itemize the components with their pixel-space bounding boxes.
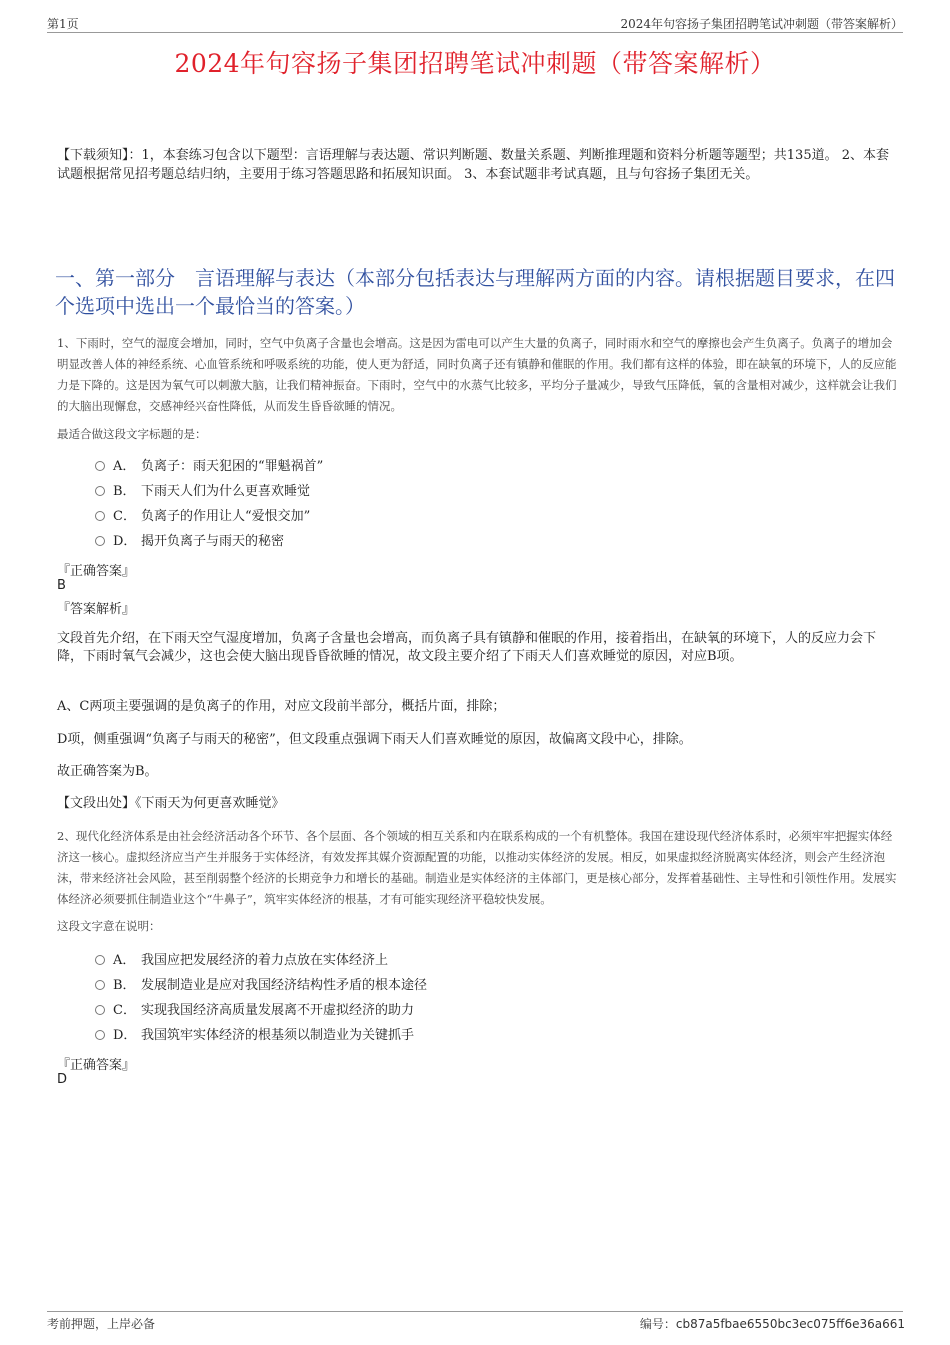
footer-slogan: 考前押题，上岸必备 bbox=[47, 1317, 156, 1331]
q1-source: 【文段出处】《下雨天为何更喜欢睡觉》 bbox=[57, 796, 285, 811]
q1-stem: 最适合做这段文字标题的是： bbox=[57, 427, 207, 441]
section-title: 一、第一部分 言语理解与表达（本部分包括表达与理解两方面的内容。请根据题目要求，在四个选项中选出一个最恰当的答案。） bbox=[55, 266, 895, 318]
q2-answer: D bbox=[57, 1072, 68, 1087]
q2-options bbox=[95, 948, 427, 1048]
q1-answer: B bbox=[57, 578, 66, 593]
radio-icon[interactable] bbox=[95, 980, 105, 990]
footer-code-value: cb87a5fbae6550bc3ec075ff6e36a661 bbox=[675, 1317, 905, 1331]
radio-icon[interactable] bbox=[95, 536, 105, 546]
footer-code-label: 编号： bbox=[639, 1317, 676, 1331]
q2-passage: 2、现代化经济体系是由社会经济活动各个环节、各个层面、各个领域的相互关系和内在联系构成的一个有机整体。我国在建设现代经济体系时，必须牢牢把握实体经济这一核心。虚拟经济应当产生并服务于实体经济，有效发挥其媒介资源配置的功能，以推动实体经济的发展。相反，如果虚拟经济脱离实体经济，则会产生经济泡沫，带来经济社会风险，甚至削弱整个经济的长期竞争力和增长的基础。制造业是实体经济的主体部门，更是核心部分，发挥着基础性、主导性和引领性作用。发展实体经济必须要抓住制造业这个“牛鼻子”，筑牢实体经济的根基，才有可能实现经济平稳较快发展。 bbox=[57, 829, 897, 906]
page-header bbox=[47, 12, 903, 33]
q1-option-c[interactable]: C． 负离子的作用让人“爱恨交加” bbox=[95, 504, 323, 529]
radio-icon[interactable] bbox=[95, 461, 105, 471]
q1-analysis-label: 『答案解析』 bbox=[57, 602, 136, 617]
footer-code bbox=[640, 1315, 905, 1332]
q1-analysis-p3: D项，侧重强调“负离子与雨天的秘密”，但文段重点强调下雨天人们喜欢睡觉的原因，故偏离文段中心，排除。 bbox=[57, 732, 692, 747]
q1-answer-label: 『正确答案』 bbox=[57, 564, 136, 579]
page-number: 第1页 bbox=[47, 17, 79, 31]
q2-stem: 这段文字意在说明： bbox=[57, 919, 161, 933]
radio-icon[interactable] bbox=[95, 1005, 105, 1015]
q1-options bbox=[95, 454, 323, 554]
q1-option-d[interactable]: D． 揭开负离子与雨天的秘密 bbox=[95, 529, 323, 554]
radio-icon[interactable] bbox=[95, 511, 105, 521]
download-notice: 【下载须知】：1，本套练习包含以下题型：言语理解与表达题、常识判断题、数量关系题、判断推理题和资料分析题等题型；共135道。 2、本套试题根据常见招考题总结归纳，主要用于练习答题思路和拓展知识面。 3、本套试题非考试真题，且与句容扬子集团无关。 bbox=[57, 148, 889, 182]
q2-option-b[interactable]: B． 发展制造业是应对我国经济结构性矛盾的根本途径 bbox=[95, 973, 427, 998]
header-doc-title: 2024年句容扬子集团招聘笔试冲刺题（带答案解析） bbox=[620, 17, 903, 31]
q1-analysis-p4: 故正确答案为B。 bbox=[57, 764, 158, 779]
q2-answer-label: 『正确答案』 bbox=[57, 1058, 136, 1073]
q2-option-c[interactable]: C． 实现我国经济高质量发展离不开虚拟经济的助力 bbox=[95, 998, 427, 1023]
q2-option-d[interactable]: D． 我国筑牢实体经济的根基须以制造业为关键抓手 bbox=[95, 1023, 427, 1048]
q2-option-a[interactable]: A． 我国应把发展经济的着力点放在实体经济上 bbox=[95, 948, 427, 973]
radio-icon[interactable] bbox=[95, 486, 105, 496]
q1-passage: 1、下雨时，空气的湿度会增加，同时，空气中负离子含量也会增高。这是因为雷电可以产生大量的负离子，同时雨水和空气的摩擦也会产生负离子。负离子的增加会明显改善人体的神经系统、心血管系统和呼吸系统的功能，使人更为舒适，同时负离子还有镇静和催眠的作用。我们都有这样的体验，即在缺氧的环境下，人的反应能力是下降的。这是因为氧气可以刺激大脑，让我们精神振奋。下雨时，空气中的水蒸气比较多，平均分子量减少，导致气压降低，氧的含量相对减少，这样就会让我们的大脑出现懈怠，交感神经兴奋性降低，从而发生昏昏欲睡的情况。 bbox=[57, 336, 897, 413]
radio-icon[interactable] bbox=[95, 955, 105, 965]
page-title: 2024年句容扬子集团招聘笔试冲刺题（带答案解析） bbox=[174, 49, 776, 78]
q1-analysis-p2: A、C两项主要强调的是负离子的作用，对应文段前半部分，概括片面，排除； bbox=[57, 699, 506, 714]
radio-icon[interactable] bbox=[95, 1030, 105, 1040]
footer-divider bbox=[47, 1311, 903, 1313]
q1-option-a[interactable]: A． 负离子：雨天犯困的“罪魁祸首” bbox=[95, 454, 323, 479]
q1-analysis-p1: 文段首先介绍，在下雨天空气湿度增加，负离子含量也会增高，而负离子具有镇静和催眠的作用，接着指出，在缺氧的环境下，人的反应力会下降，下雨时氧气会减少，这也会使大脑出现昏昏欲睡的情况，故文段主要介绍了下雨天人们喜欢睡觉的原因，对应B项。 bbox=[57, 631, 877, 664]
q1-option-b[interactable]: B． 下雨天人们为什么更喜欢睡觉 bbox=[95, 479, 323, 504]
